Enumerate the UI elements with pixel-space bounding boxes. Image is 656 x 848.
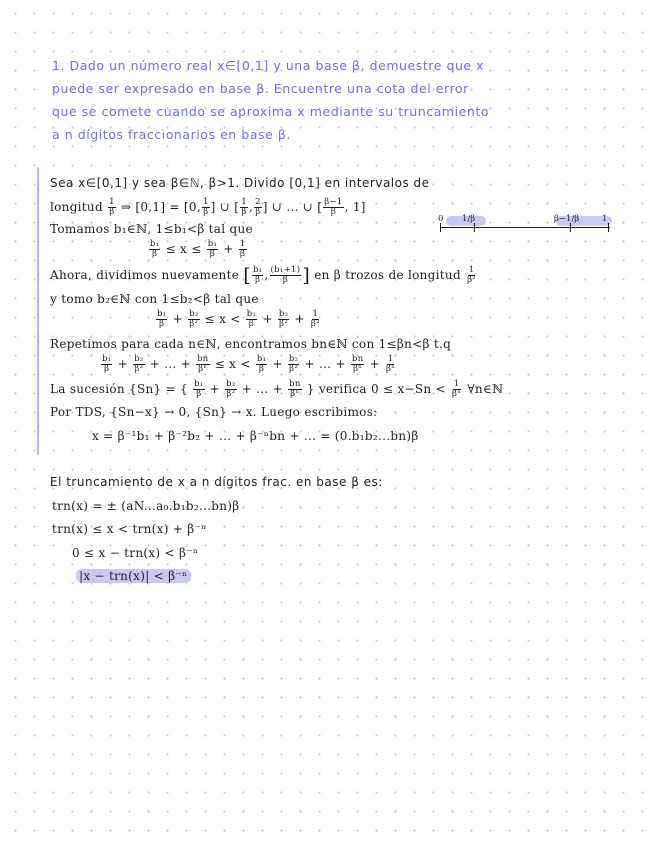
fraction-bn-over-betan: $\frac{bn}{\text{βⁿ}}$: [351, 354, 364, 374]
fraction-1-over-beta: $\frac{1}{\beta}$: [239, 239, 246, 259]
numline-tick: [440, 223, 441, 232]
fraction-1-over-beta: $\frac{1}{\beta}$: [202, 197, 209, 217]
numline-label-first: 1/β: [462, 214, 476, 224]
proof-text: +: [209, 382, 221, 396]
fraction-b1-over-beta: $\frac{\text{b₁}}{\beta}$: [157, 309, 167, 329]
proof-line-1: Sea x∈[0,1] y sea β∈ℕ, β>1. Divido [0,1] en intervalos de: [50, 176, 430, 190]
fraction-b1plus1-over-beta: $\frac{\text{(b₁+1)}}{\beta}$: [270, 265, 301, 285]
numline-tick: [570, 223, 571, 232]
truncation-line-3: trn(x) ≤ x < trn(x) + β⁻ⁿ: [52, 522, 207, 536]
problem-line-1: 1. Dado un número real x∈[0,1] y una base β, demuestre que x: [52, 58, 485, 73]
proof-text: ∀n∈ℕ: [467, 382, 504, 396]
numline-label-zero: 0: [438, 214, 444, 224]
fraction-1-over-beta: $\frac{1}{\beta}$: [109, 197, 115, 217]
proof-line-2: [50, 198, 366, 217]
fraction-b2-over-beta2: $\frac{\text{b₂}}{\text{β²}}$: [226, 379, 236, 399]
fraction-beta-minus-1-over-beta: $\frac{\beta-1}{\beta}$: [324, 197, 343, 217]
proof-margin-bar: [37, 167, 39, 455]
numline-label-one: 1: [602, 214, 608, 224]
proof-text: +: [262, 312, 273, 326]
truncation-line-4: 0 ≤ x − trn(x) < β⁻ⁿ: [72, 546, 199, 560]
proof-text: La sucesión {Sn} = {: [50, 382, 188, 396]
proof-text: ≤ x <: [204, 312, 241, 326]
proof-text: +: [369, 357, 380, 371]
problem-line-4: a n dígitos fraccionarios en base β.: [52, 127, 291, 142]
fraction-b2-over-beta2: $\frac{\text{b₂}}{\text{β²}}$: [134, 354, 144, 374]
proof-text: ⇒ [0,1] = [0,: [120, 200, 201, 214]
proof-line-5: Ahora, dividimos nuevamente [ $\frac{\text{b₁}}{\beta}$ , $\frac{\text{(b₁+1)}}{\beta}$ ] en β trozos de longitud $\frac{1}{\text{β²}}$: [50, 264, 476, 287]
numline-label-last: β−1/β: [554, 214, 580, 224]
proof-line-10: [50, 380, 503, 399]
fraction-b1-over-beta: $\frac{\text{b₁}}{\beta}$: [252, 265, 263, 285]
proof-text: ] ∪ [: [210, 200, 240, 214]
proof-line-12: x = β⁻¹b₁ + β⁻²b₂ + ... + β⁻ⁿbn + ... = (0.b₁b₂...bn)β: [92, 429, 419, 443]
proof-line-3: Tomamos b₁∈ℕ, 1≤b₁<β tal que: [50, 222, 253, 236]
fraction-bn-over-betan: $\frac{bn}{\text{βⁿ}}$: [197, 354, 209, 374]
proof-text: , 1]: [344, 200, 366, 214]
fraction-1-over-betan: $\frac{1}{\text{βⁿ}}$: [386, 354, 396, 374]
proof-text: Ahora, dividimos nuevamente: [50, 268, 240, 282]
truncation-line-2: trn(x) = ± (aN...a₀.b₁b₂...bn)β: [52, 499, 240, 513]
fraction-1-over-beta2: $\frac{1}{\text{β²}}$: [467, 265, 476, 285]
proof-line-4: [148, 240, 248, 259]
fraction-1-over-betan: $\frac{1}{\text{βⁿ}}$: [452, 379, 462, 399]
proof-text: en β trozos de longitud: [314, 268, 461, 282]
proof-text-longitud: longitud: [50, 200, 103, 214]
truncation-line-5: [76, 568, 191, 584]
fraction-2-over-beta: $\frac{2}{\beta}$: [255, 197, 261, 217]
fraction-b1-over-beta: $\frac{\text{b₁}}{\beta}$: [246, 309, 257, 329]
proof-text: +: [223, 242, 234, 256]
proof-text: ,: [264, 268, 269, 282]
proof-text: ,: [248, 200, 254, 214]
fraction-b2-over-beta2: $\frac{\text{b₂}}{\text{β²}}$: [189, 309, 199, 329]
final-error-bound: |x − trn(x)| < β⁻ⁿ: [76, 569, 191, 583]
fraction-b2-over-beta2: $\frac{\text{b₂}}{\text{β²}}$: [278, 309, 289, 329]
proof-line-7: [155, 310, 322, 329]
proof-text: +: [172, 312, 183, 326]
numline-tick: [608, 223, 609, 232]
proof-line-9: [100, 355, 397, 374]
fraction-1-over-beta2: $\frac{1}{\text{β²}}$: [310, 309, 320, 329]
proof-text: + ... +: [304, 357, 346, 371]
proof-text: +: [272, 357, 283, 371]
fraction-1-over-beta: $\frac{1}{\beta}$: [241, 197, 247, 217]
proof-text: ] ∪ ... ∪ [: [262, 200, 323, 214]
numline-tick: [474, 223, 475, 232]
problem-line-2: puede ser expresado en base β. Encuentre una cota del error: [52, 81, 469, 96]
fraction-b2-over-beta2: $\frac{\text{b₂}}{\text{β²}}$: [288, 354, 299, 374]
fraction-b1-over-beta: $\frac{\text{b₁}}{\beta}$: [150, 239, 160, 259]
fraction-b1-over-beta: $\frac{\text{b₁}}{\beta}$: [194, 379, 204, 399]
problem-statement: [52, 54, 632, 146]
proof-text: ≤ x ≤: [165, 242, 202, 256]
numline-axis: [440, 227, 610, 228]
fraction-bn-over-betan: $\frac{bn}{\text{βⁿ}}$: [289, 379, 301, 399]
truncation-line-1: El truncamiento de x a n dígitos frac. en base β es:: [50, 475, 383, 489]
proof-line-11: Por TDS, {Sn−x} → 0, {Sn} → x. Luego escribimos:: [50, 405, 378, 419]
proof-text: } verifica 0 ≤ x−Sn <: [306, 382, 446, 396]
proof-text: +: [294, 312, 305, 326]
fraction-b1-over-beta: $\frac{\text{b₁}}{\beta}$: [102, 354, 112, 374]
proof-text: + ... +: [241, 382, 284, 396]
fraction-b1-over-beta: $\frac{\text{b₁}}{\beta}$: [207, 239, 218, 259]
fraction-b1-over-beta: $\frac{\text{b₁}}{\beta}$: [256, 354, 267, 374]
problem-line-3: que se comete cuando se aproxima x mediante su truncamiento: [52, 104, 490, 119]
proof-text: +: [117, 357, 128, 371]
number-line-diagram: [438, 216, 614, 236]
proof-line-8: Repetimos para cada n∈ℕ, encontramos bn∈ℕ con 1≤βn<β t.q: [50, 337, 452, 351]
proof-text: ≤ x <: [214, 357, 251, 371]
proof-line-6: y tomo b₂∈ℕ con 1≤b₂<β tal que: [50, 292, 259, 306]
proof-text: + ... +: [149, 357, 191, 371]
